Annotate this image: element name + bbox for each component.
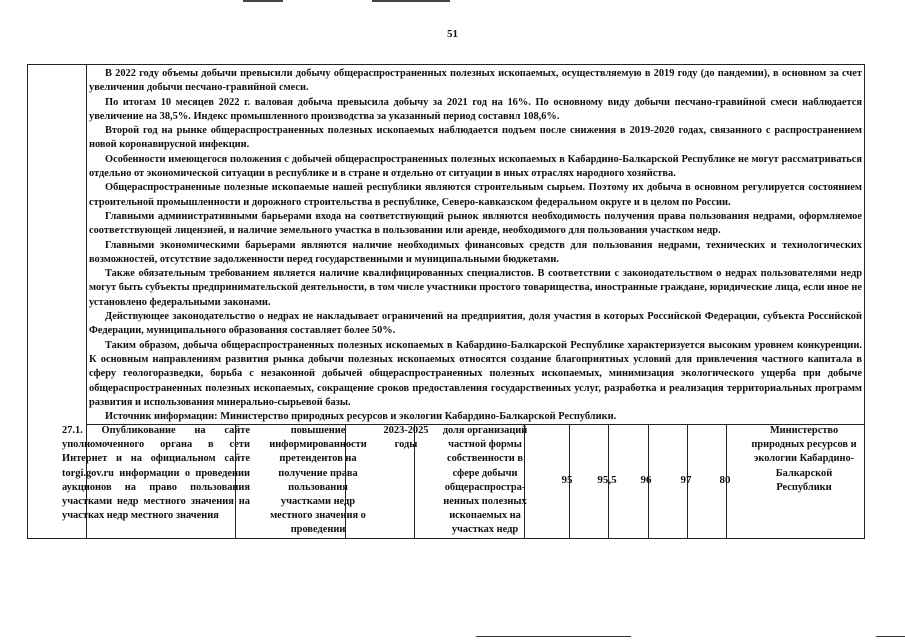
goal-cell: повышение информированности претендентов на получение права пользования участками недр местного значения о проведении xyxy=(269,425,367,536)
bottom-rule xyxy=(476,636,631,637)
paragraph: Второй год на рынке общераспространенных полезных ископаемых наблюдается подъем после снижения в 2019-2020 годах, связанного с распространением новой коронавирусной инфекции. xyxy=(89,125,862,151)
top-rule-left xyxy=(243,0,283,2)
paragraph: В 2022 году объемы добычи превысили добычу общераспространенных полезных ископаемых, осуществляемую в 2019 году (до пандемии), в основном за счет увеличения добычи песчано-гравийной смеси. xyxy=(89,68,862,94)
page-number: 51 xyxy=(447,28,458,40)
responsible-cell: Министерство природных ресурсов и экологии Кабардино-Балкарской Республики xyxy=(751,425,857,493)
top-rule-right xyxy=(372,0,450,2)
paragraph: Главными административными барьерами входа на соответствующий рынок являются необходимость получения права пользования недрами, оформляемое соответствующей лицензией, и наличие земельного участка в пользовании или аренде, необходимого для пользования участком недр. xyxy=(89,210,862,237)
indicator-cell: доля организаций частной формы собственности в сфере добычи общераспростра-ненных полезных ископаемых на участках недр xyxy=(442,425,528,536)
paragraph: Общераспространенные полезные ископаемые нашей республики являются строительным сырьем. Поэтому их добыча в основном регулируется состоянием строительной промышленности и дорожного строительства в республике, Северо-кавказском федеральном округе и в целом по России. xyxy=(89,182,862,208)
paragraph: По итогам 10 месяцев 2022 г. валовая добыча превысила добычу за 2021 год на 16%. По основному виду добычи песчано-гравийной смеси наблюдается увеличение на 38,5%. Индекс промышленного производства за указанный период составил 108,6%. xyxy=(89,96,862,122)
value-2025: 96 xyxy=(640,474,652,486)
value-2023: 95 xyxy=(561,474,573,486)
value-2026: 97 xyxy=(680,474,692,486)
paragraph: Таким образом, добыча общераспространенных полезных ископаемых в Кабардино-Балкарской Республике характеризуется высоким уровнем конкуренции. К основным направлениям развития рынка добычи полезных ископаемых относятся создание благоприятных условий для привлечения частного капитала в сферу геологоразведки, борьба с незаконной добычей общераспространенных полезных ископаемых, минимизация экологического ущерба при добыче общераспространенных полезных ископаемых, сокращение сроков предоставления государственных услуг, разработка и реализация территориальных программ развития и использования минерально-сырьевой базы. xyxy=(89,339,862,408)
bottom-rule-right xyxy=(876,636,905,637)
paragraph: Главными экономическими барьерами являются наличие необходимых финансовых средств для пользования недрами, технических и технологических возможностей, отсутствие задолженности перед государственными и муниципальными бюджетами. xyxy=(89,239,862,265)
paragraph: Особенности имеющегося положения с добычей общераспространенных полезных ископаемых в Кабардино-Балкарской Республике не могут рассматриваться отдельно от экономической ситуации в республике и в стране и отдельно от ситуации в иных отраслях народного хозяйства. xyxy=(89,153,862,180)
period-cell: 2023-2025 годы xyxy=(383,425,429,451)
value-target: 80 xyxy=(719,474,731,486)
paragraph: Также обязательным требованием является наличие квалифицированных специалистов. В соответствии с законодательством о недрах пользователями недр могут быть субъекты предпринимательской деятельности, в том числе участники простого товарищества, иностранные граждане, юридические лица, если иное не установлено федеральными законами. xyxy=(89,268,862,308)
paragraph: Действующее законодательство о недрах не накладывает ограничений на предприятия, доля участия в которых Российской Федерации, субъекта Российской Федерации, муниципального образования составляет более 50%. xyxy=(89,311,862,337)
measure-cell: 27.1. Опубликование на сайте уполномоченного органа в сети Интернет и на официальном сайте torgi.gov.ru информации о проведении аукционов на право пользования участками недр местного значения на участках недр местного значения xyxy=(62,425,250,522)
analysis-text xyxy=(89,67,862,424)
source-note: Источник информации: Министерство природных ресурсов и экологии Кабардино-Балкарской Республики. xyxy=(105,411,617,423)
value-2024: 95,5 xyxy=(597,474,617,486)
